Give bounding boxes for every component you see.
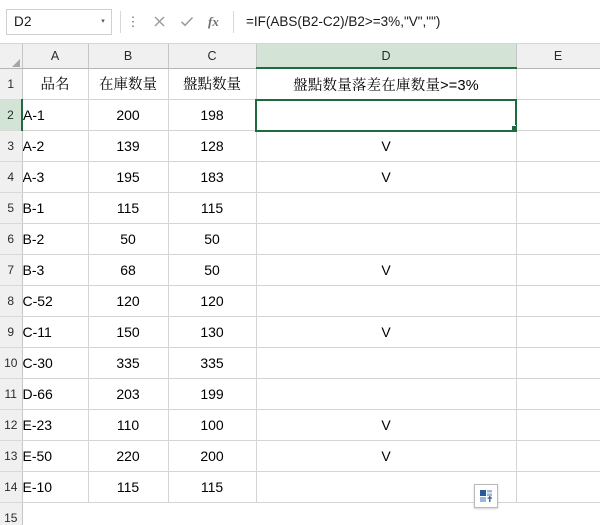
cell-a4[interactable]: A-3 [22,162,88,193]
cell-a14[interactable]: E-10 [22,472,88,503]
cell-b9[interactable]: 150 [88,317,168,348]
cell-c2[interactable]: 198 [168,100,256,131]
cell-d12[interactable]: V [256,410,516,441]
cell-a9[interactable]: C-11 [22,317,88,348]
cell-c10[interactable]: 335 [168,348,256,379]
cell-e15[interactable] [516,503,600,525]
insert-function-icon[interactable] [201,9,229,35]
cell-c1[interactable]: 盤點数量 [168,68,256,100]
cell-d11[interactable] [256,379,516,410]
cell-d13[interactable]: V [256,441,516,472]
cell-a3[interactable]: A-2 [22,131,88,162]
column-header-c[interactable]: C [168,44,256,68]
quick-analysis-icon [479,489,493,503]
select-all-corner[interactable] [0,44,22,68]
name-box[interactable] [6,9,112,35]
row-header-7[interactable]: 7 [0,255,22,286]
cell-a5[interactable]: B-1 [22,193,88,224]
column-header-b[interactable]: B [88,44,168,68]
cell-a2[interactable]: A-1 [22,100,88,131]
cell-c3[interactable]: 128 [168,131,256,162]
divider [233,11,234,33]
cell-e9[interactable] [516,317,600,348]
formula-bar-actions [145,9,229,35]
more-options-icon[interactable]: ⋮ [126,14,140,29]
formula-bar [0,0,600,44]
formula-input[interactable]: =IF(ABS(B2-C2)/B2>=3%,"V","") [240,9,600,35]
table-row [0,131,600,162]
cell-e13[interactable] [516,441,600,472]
cell-d7[interactable]: V [256,255,516,286]
cell-b4[interactable]: 195 [88,162,168,193]
table-row [0,100,600,131]
cell-a12[interactable]: E-23 [22,410,88,441]
column-header-d[interactable]: D [256,44,516,68]
cell-d2[interactable] [256,100,516,131]
table-row [0,68,600,100]
cell-c14[interactable]: 115 [168,472,256,503]
table-row [0,286,600,317]
cell-e4[interactable] [516,162,600,193]
cell-b14[interactable]: 115 [88,472,168,503]
row-header-9[interactable]: 9 [0,317,22,348]
name-box-value: D2 [14,14,32,29]
cell-e12[interactable] [516,410,600,441]
cell-c8[interactable]: 120 [168,286,256,317]
cell-b12[interactable]: 110 [88,410,168,441]
table-row [0,162,600,193]
row-header-15[interactable]: 15 [0,503,22,525]
cell-a7[interactable]: B-3 [22,255,88,286]
cell-d3[interactable]: V [256,131,516,162]
cell-d6[interactable] [256,224,516,255]
cell-b13[interactable]: 220 [88,441,168,472]
cell-d1[interactable]: 盤點数量落差在庫数量>=3% [256,68,516,100]
table-row [0,348,600,379]
column-header-row [0,44,600,68]
row-header-6[interactable]: 6 [0,224,22,255]
cell-c9[interactable]: 130 [168,317,256,348]
cell-a15[interactable] [22,503,88,525]
cell-b10[interactable]: 335 [88,348,168,379]
cell-d4[interactable]: V [256,162,516,193]
table-row [0,379,600,410]
row-header-1[interactable]: 1 [0,68,22,100]
cell-b15[interactable] [88,503,168,525]
row-header-5[interactable]: 5 [0,193,22,224]
cell-b5[interactable]: 115 [88,193,168,224]
cell-e14[interactable] [516,472,600,503]
table-row [0,441,600,472]
cell-d9[interactable]: V [256,317,516,348]
cell-d5[interactable] [256,193,516,224]
row-header-3[interactable]: 3 [0,131,22,162]
cell-c13[interactable]: 200 [168,441,256,472]
table-row [0,472,600,503]
sheet-table [0,44,600,525]
table-row [0,410,600,441]
row-header-14[interactable]: 14 [0,472,22,503]
spreadsheet-grid[interactable] [0,44,600,525]
cell-c4[interactable]: 183 [168,162,256,193]
cell-e5[interactable] [516,193,600,224]
cell-a11[interactable]: D-66 [22,379,88,410]
cell-c11[interactable]: 199 [168,379,256,410]
cell-a1[interactable]: 品名 [22,68,88,100]
column-header-e[interactable]: E [516,44,600,68]
cell-b7[interactable]: 68 [88,255,168,286]
table-row [0,255,600,286]
table-row [0,503,600,525]
cell-e7[interactable] [516,255,600,286]
cell-b11[interactable]: 203 [88,379,168,410]
column-header-a[interactable]: A [22,44,88,68]
sheet-body [0,68,600,525]
cell-e1[interactable] [516,68,600,100]
confirm-icon[interactable] [173,9,201,35]
cell-c6[interactable]: 50 [168,224,256,255]
cell-e8[interactable] [516,286,600,317]
row-header-8[interactable]: 8 [0,286,22,317]
cell-b1[interactable]: 在庫数量 [88,68,168,100]
cell-e6[interactable] [516,224,600,255]
cell-b6[interactable]: 50 [88,224,168,255]
cell-b8[interactable]: 120 [88,286,168,317]
cell-d8[interactable] [256,286,516,317]
cell-b3[interactable]: 139 [88,131,168,162]
cell-a13[interactable]: E-50 [22,441,88,472]
cell-e10[interactable] [516,348,600,379]
quick-analysis-button[interactable] [474,484,498,508]
table-row [0,193,600,224]
select-all-triangle-icon [12,59,20,67]
cell-e2[interactable] [516,100,600,131]
cell-e3[interactable] [516,131,600,162]
cell-e11[interactable] [516,379,600,410]
table-row [0,317,600,348]
cell-a6[interactable]: B-2 [22,224,88,255]
cell-b2[interactable]: 200 [88,100,168,131]
row-header-13[interactable]: 13 [0,441,22,472]
row-header-11[interactable]: 11 [0,379,22,410]
svg-text:fx: fx [208,14,219,29]
cell-d10[interactable] [256,348,516,379]
fill-handle[interactable] [511,125,517,131]
row-header-12[interactable]: 12 [0,410,22,441]
cell-a8[interactable]: C-52 [22,286,88,317]
table-row [0,224,600,255]
cell-c15[interactable] [168,503,256,525]
row-header-2[interactable]: 2 [0,100,22,131]
cell-c7[interactable]: 50 [168,255,256,286]
chevron-down-icon[interactable]: ▾ [101,18,105,25]
cell-a10[interactable]: C-30 [22,348,88,379]
divider [120,11,121,33]
row-header-4[interactable]: 4 [0,162,22,193]
cell-c12[interactable]: 100 [168,410,256,441]
row-header-10[interactable]: 10 [0,348,22,379]
cell-c5[interactable]: 115 [168,193,256,224]
cancel-icon[interactable] [145,9,173,35]
